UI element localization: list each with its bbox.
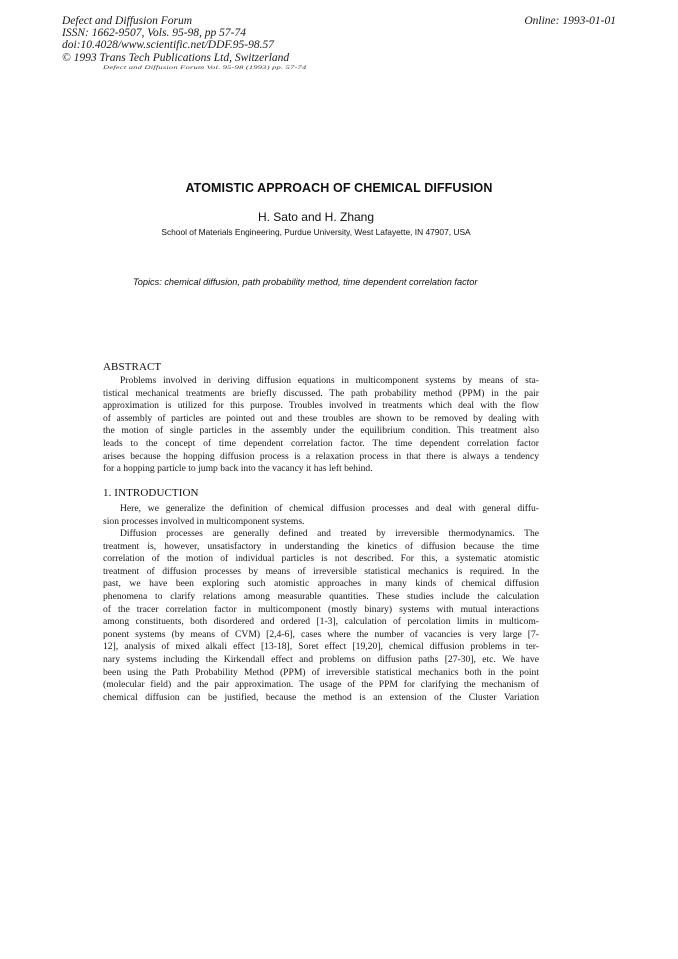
text-line: leads to the concept of time dependent correlation factor. The time dependent correlation factor: [103, 437, 539, 449]
text-line: chemical diffusion can be justified, because the method is an extension of the Cluster Variation: [103, 691, 539, 703]
text-line: approximation is utilized for this purpose. Troubles involved in treatments which deal with the flow: [103, 400, 539, 412]
text-line: arises because the hopping diffusion process is a relaxation process in that there is always a tendency: [103, 450, 539, 462]
text-line: tistical mechanical treatments are briefly discussed. The path probability method (PPM) in the pair: [103, 387, 539, 399]
text-line: Problems involved in deriving diffusion equations in multicomponent systems by means of sta-: [120, 375, 539, 386]
paper-title: ATOMISTIC APPROACH OF CHEMICAL DIFFUSION: [185, 181, 493, 195]
text-line: past, we have been exploring such atomistic approaches in many kinds of chemical diffusion: [103, 578, 539, 590]
text-line: phenomena to clarify relations among measurable quantities. These studies include the calculation: [103, 590, 539, 602]
author-affiliation: School of Materials Engineering, Purdue University, West Lafayette, IN 47907, USA: [161, 227, 471, 237]
text-line: 12], analysis of mixed alkali effect [13-18], Soret effect [19,20], chemical diffusion problems in ter-: [103, 641, 539, 653]
text-line: ponent systems (by means of CVM) [2,4-6], cases where the number of vacancies is very large [7-: [103, 628, 539, 640]
text-line: (molecular field) and the pair approximation. The usage of the PPM for clarifying the mechanism of: [103, 679, 539, 691]
text-line: Diffusion processes are generally defined and treated by irreversible thermodynamics. The: [120, 528, 539, 539]
introduction-paragraph-1: [103, 503, 539, 528]
copyright-line: © 1993 Trans Tech Publications Ltd, Switzerland: [62, 51, 290, 64]
text-line: Here, we generalize the definition of chemical diffusion processes and deal with general diffu-: [120, 503, 539, 514]
text-line: of the tracer correlation factor in multicomponent (mostly binary) systems with mutual interactions: [103, 603, 539, 615]
text-line: for a hopping particle to jump back into the vacancy it has left behind.: [103, 463, 373, 475]
text-line: of assembly of particles are pointed out and these troubles are shown to be removed by dealing with: [103, 412, 539, 424]
text-line: among constituents, both disordered and ordered [1-3], calculation of percolation limits in multicom-: [103, 616, 539, 628]
text-line: the motion of single particles in the assembly under the equilibrium condition. This treatment also: [103, 425, 539, 437]
introduction-heading: 1. INTRODUCTION: [103, 487, 199, 499]
abstract-heading: ABSTRACT: [103, 361, 162, 373]
issn-line: ISSN: 1662-9507, Vols. 95-98, pp 57-74: [62, 27, 246, 40]
doi-line: doi:10.4028/www.scientific.net/DDF.95-98.57: [62, 39, 274, 52]
text-line: sion processes involved in multicomponent systems.: [103, 515, 305, 527]
text-line: correlation of the motion of individual particles is not described. For this, a systematic atomistic: [103, 553, 539, 565]
text-line: been using the Path Probability Method (PPM) of irreversible statistical mechanics both in the point: [103, 666, 539, 678]
paper-authors: H. Sato and H. Zhang: [257, 210, 375, 224]
online-date: Online: 1993-01-01: [524, 15, 616, 27]
abstract-body: [103, 375, 539, 476]
text-line: treatment is, however, unsatisfactory in understanding the kinetics of diffusion because the time: [103, 540, 539, 552]
introduction-paragraph-2: [103, 528, 539, 704]
journal-name: Defect and Diffusion Forum: [62, 15, 192, 27]
paper-topics: Topics: chemical diffusion, path probability method, time dependent correlation factor: [133, 277, 478, 287]
scanned-running-header: Defect and Diffusion Forum Vol. 95-98 (1993) pp. 57-74: [103, 64, 307, 70]
text-line: nary systems including the Kirkendall effect and problems on diffusion paths [27-30], etc. We have: [103, 653, 539, 665]
publication-info: [62, 15, 289, 64]
text-line: treatment of diffusion processes by means of irreversible statistical mechanics is required. In the: [103, 565, 539, 577]
